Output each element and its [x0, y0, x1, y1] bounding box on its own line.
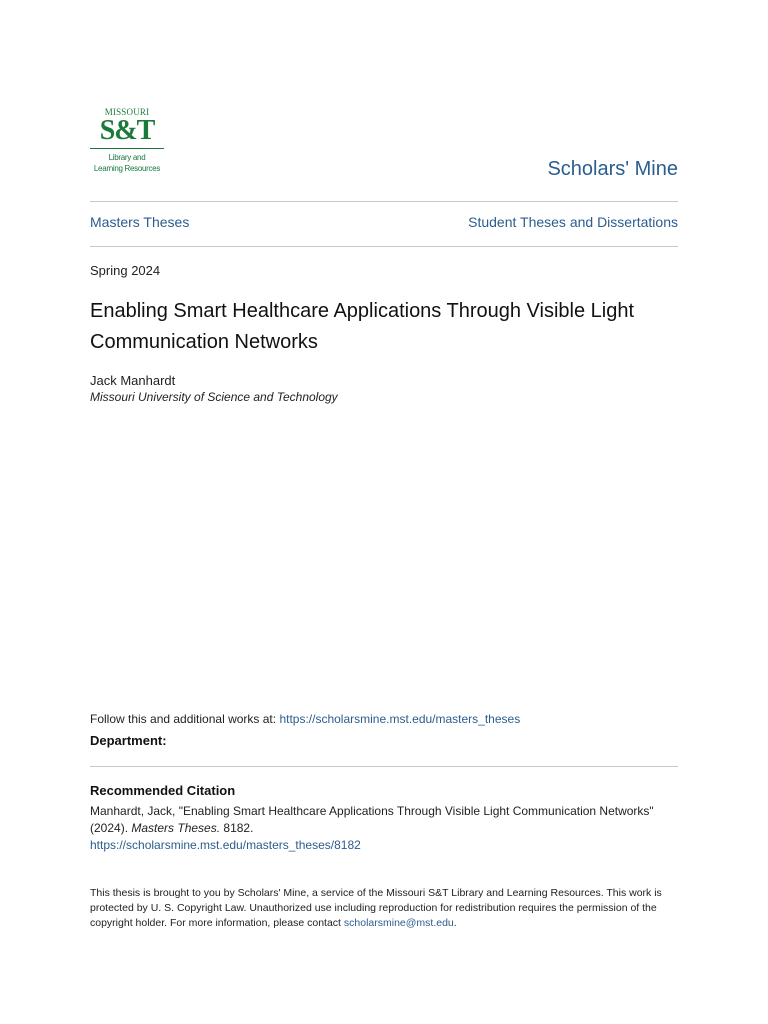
recommended-citation-heading: Recommended Citation — [90, 783, 236, 798]
citation-number: 8182. — [220, 821, 254, 835]
citation-url-link[interactable]: https://scholarsmine.mst.edu/masters_theses/8182 — [90, 838, 361, 852]
citation-divider — [90, 766, 678, 767]
logo-top-text: MISSOURI — [104, 107, 150, 117]
publication-date: Spring 2024 — [90, 263, 161, 278]
citation-text — [90, 803, 678, 854]
cover-page — [90, 0, 678, 1024]
logo-divider — [90, 148, 164, 149]
citation-series: Masters Theses. — [131, 821, 221, 835]
author-affiliation: Missouri University of Science and Technology — [90, 390, 338, 404]
logo-subtitle-line1: Library and — [108, 153, 146, 162]
logo-mark: S&T — [99, 115, 155, 146]
follow-line — [90, 712, 520, 726]
student-theses-link[interactable]: Student Theses and Dissertations — [468, 214, 678, 230]
contact-email-link[interactable]: scholarsmine@mst.edu — [343, 917, 454, 929]
masters-theses-link[interactable]: Masters Theses — [90, 214, 190, 230]
copyright-notice — [90, 886, 678, 931]
citation-body: Manhardt, Jack, "Enabling Smart Healthcare Applications Through Visible Light Communication Networks" (2024). — [90, 804, 654, 835]
notice-end: . — [453, 917, 457, 929]
scholars-mine-link[interactable]: Scholars' Mine — [547, 158, 678, 180]
header-divider — [90, 201, 678, 202]
department-label: Department: — [90, 733, 167, 748]
missouri-st-library-logo[interactable] — [90, 107, 164, 174]
notice-text: This thesis is brought to you by Scholars' Mine, a service of the Missouri S&T Library and Learning Resources. This work is protected by U. S. Copyright Law. Unauthorized use including reproduction for redistribution requires the permission of the copyright holder. For more information, please contact — [90, 887, 662, 929]
logo-subtitle-line2: Learning Resources — [93, 164, 161, 173]
masters-theses-url-link[interactable]: https://scholarsmine.mst.edu/masters_theses — [279, 712, 521, 726]
thesis-title: Enabling Smart Healthcare Applications Through Visible Light Communication Networks — [90, 300, 635, 353]
author-name: Jack Manhardt — [90, 373, 176, 388]
nav-divider — [90, 246, 678, 247]
follow-text: Follow this and additional works at: — [90, 712, 280, 726]
